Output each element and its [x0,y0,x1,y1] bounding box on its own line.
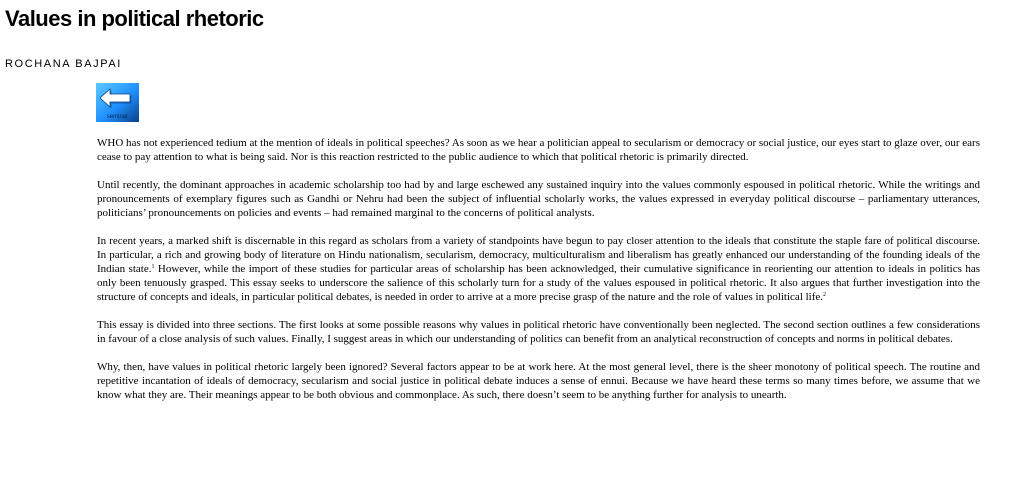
paragraph-5: Why, then, have values in political rhetoric largely been ignored? Several factors appear to be at work here. At the most general level, there is the sheer monotony of political speech. The routine and repetitive incantation of ideals of democracy, secularism and social justice in political debate induces a sense of ennui. Because we have heard these terms so many times before, we assume that we know what they are. Their meanings appear to be both obvious and commonplace. As such, there doesn’t seem to be anything further for analysis to unearth. [97,361,980,401]
paragraph-3-part-1: In recent years, a marked shift is discernable in this regard as scholars from a variety of standpoints have begun to pay closer attention to the ideals that constitute the staple fare of political discourse. In particular, a rich and growing body of literature on Hindu nationalism, secularism, democracy, multiculturalism and liberalism has greatly enhanced our understanding of the founding ideals of the Indian state. [97,235,980,275]
back-button-caption: seminar [106,114,129,120]
paragraph-4: This essay is divided into three sections. The first looks at some possible reasons why values in political rhetoric have conventionally been neglected. The second section outlines a few considerations in favour of a close analysis of such values. Finally, I suggest areas in which our understanding of politics can benefit from an analytical reconstruction of concepts and norms in political debates. [97,319,980,345]
paragraph-3-part-2: However, while the import of these studies for particular areas of scholarship has been acknowledged, their cumulative significance in reorienting our attention to ideals in politics has only been tenuously grasped. This essay seeks to underscore the salience of this scholarly turn for a study of the values espoused in political rhetoric. It also argues that further investigation into the structure of concepts and ideals, in particular political debates, is needed in order to arrive at a more precise grasp of the nature and the role of values in political life. [97,263,980,303]
footnote-1-marker[interactable]: 1 [151,264,155,270]
back-button[interactable] [96,83,139,122]
paragraph-3 [97,234,980,304]
page-title: Values in political rhetoric [5,6,264,31]
footnote-2-marker[interactable]: 2 [823,292,827,298]
author-name: ROCHANA BAJPAI [5,58,122,70]
paragraph-1: WHO has not experienced tedium at the mention of ideals in political speeches? As soon as we hear a politician appeal to secularism or democracy or social justice, our eyes start to glaze over, our ears cease to pay attention to what is being said. Nor is this reaction restricted to the public audience to which that political rhetoric is primarily directed. [97,137,980,163]
article-body [97,136,980,416]
back-arrow-icon [96,83,139,122]
paragraph-2: Until recently, the dominant approaches in academic scholarship too had by and large eschewed any sustained inquiry into the values commonly espoused in political rhetoric. While the writings and pronouncements of exemplary figures such as Gandhi or Nehru had been the subject of influential scholarly works, the values expressed in everyday political discourse – parliamentary utterances, politicians’ pronouncements on policies and events – had remained marginal to the concerns of political analysts. [97,179,980,219]
